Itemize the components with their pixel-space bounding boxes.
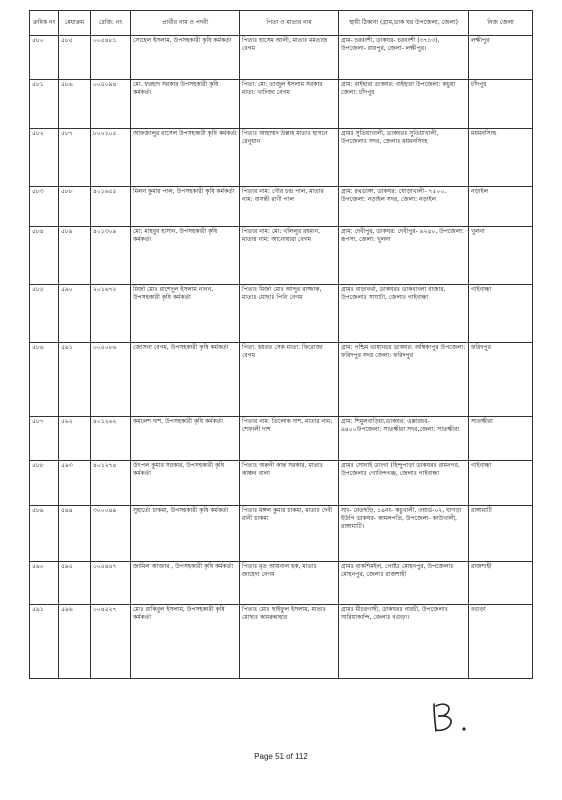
table-row <box>30 129 533 187</box>
cell-merit: ৫৯৩ <box>59 461 91 506</box>
cell-serial: ৫৮৪ <box>30 227 59 285</box>
table-header <box>30 11 533 36</box>
cell-parents: পিতাঃ মির্জা মোঃ আব্দুর রাজ্জাক, মাতাঃ মোছাঃ পিনি বেগম <box>240 285 339 343</box>
cell-reg: ০০৪৫২৭ <box>91 605 131 679</box>
cell-parents: পিতা: মো: তাজুল ইসলাম সরকার মাতা: খাদিজা বেগম <box>240 80 339 129</box>
cell-address: গ্রাম: বাইহারা ডাকঘর: বাইহারা উপজেলা: কচুয়া জেলা: চাঁদপুর <box>339 80 469 129</box>
cell-address: গ্রাম- চরবংশী, ডাকঘর- চরবংশী (৩৭১৩), উপজেলা- রায়পুর, জেলা- লক্ষীপুর। <box>339 36 469 80</box>
table-row <box>30 80 533 129</box>
cell-address: গ্রামঃ সোনাই ডাংগা (হিন্দুপাড়া ডাকঘরঃ রামনগর, উপজেলাঃ গোবিন্দগঞ্জ, জেলাঃ গাইবান্ধা <box>339 461 469 506</box>
cell-parents: পিতাঃ আহাম্মদ উল্লাহ মাতাঃ হাসনে রেনুয়ান <box>240 129 339 187</box>
cell-parents: পিতার নাম: তিলোক দাশ, মাতার নাম: শেফালী দাশ <box>240 417 339 461</box>
cell-district: গাইবান্ধা <box>469 461 533 506</box>
cell-merit: ৫৮৬ <box>59 80 91 129</box>
cell-address: গ্রামঃ মীচরগাছী, ডাকঘরঃ নারচী, উপজেলাঃ সারিয়াকান্দি, জেলাঃ বগুড়া। <box>339 605 469 679</box>
cell-reg: ০০৫৪৪৭ <box>91 562 131 605</box>
cell-district: গাইবান্ধা <box>469 285 533 343</box>
cell-reg: ৮০০১০৫ <box>91 129 131 187</box>
cell-serial: ৫৮৫ <box>30 285 59 343</box>
cell-serial: ৫৮৮ <box>30 461 59 506</box>
cell-name: মিলন কুমার পাল, উপসহকারী কৃষি কর্মকর্তা <box>131 187 240 227</box>
table-row <box>30 227 533 285</box>
cell-district: সাতক্ষীরা <box>469 417 533 461</box>
cell-merit: ৫৮৮ <box>59 187 91 227</box>
cell-district: রাজশাহী <box>469 562 533 605</box>
cell-merit: ৫৮৫ <box>59 36 91 80</box>
cell-address: গ্রাম: পশ্চিম ভাষানচর ডাকঘর: অম্বিকাপুর উপজেলা: ফরিদপুর সদর জেলা: ফরিদপুর <box>339 343 469 417</box>
cell-reg: ২০১৬৭২ <box>91 285 131 343</box>
cell-district: খুলনা <box>469 227 533 285</box>
cell-district: ময়মনসিংহ <box>469 129 533 187</box>
cell-serial: ৫৮৬ <box>30 343 59 417</box>
cell-serial: ৫৮০ <box>30 36 59 80</box>
cell-serial: ৫৮৯ <box>30 506 59 562</box>
cell-merit: ৫৯১ <box>59 343 91 417</box>
header-reg: রেজি: নং <box>91 11 131 36</box>
cell-district: বগুড়া <box>469 605 533 679</box>
cell-address: গ্রামঃ বাড়াবর্থা, ডাকঘরঃ ডাকবাংলা বাজার, উপজেলাঃ সাঘাটা, জেলাঃ গাইবান্ধা <box>339 285 469 343</box>
cell-name: জোসনা বেগম, উপসহকারী কৃষি কর্মকর্তা <box>131 343 240 417</box>
merit-list-table <box>29 10 533 679</box>
cell-address: গ্রাম: শিমুলবাড়িয়া,ডাকঘর: এল্লারচর- ৯৪০০উপজেলা: সাতক্ষীরা সদর,জেলা: সাতক্ষীরা <box>339 417 469 461</box>
cell-merit: ৫৮৭ <box>59 129 91 187</box>
table-row <box>30 343 533 417</box>
table-row <box>30 506 533 562</box>
header-name: প্রার্থীর নাম ও পদবী <box>131 11 240 36</box>
table-row <box>30 417 533 461</box>
cell-name: মির্জা মোঃ রাশেদুল ইসলাম নানন, উপসহকারী কৃষি কর্মকর্তা <box>131 285 240 343</box>
cell-serial: ৫৯০ <box>30 562 59 605</box>
cell-reg: ৪০১৬৫৫ <box>91 187 131 227</box>
cell-name: আফজালুর রাসেল উপসহকারী কৃষি কর্মকর্তা <box>131 129 240 187</box>
cell-reg: ৪০১২৭৪ <box>91 461 131 506</box>
cell-merit: ৫৮৯ <box>59 227 91 285</box>
cell-merit: ৫৯০ <box>59 285 91 343</box>
header-merit: মেধাক্রম <box>59 11 91 36</box>
cell-district: চাঁদপুর <box>469 80 533 129</box>
table-row <box>30 461 533 506</box>
cell-name: সোহেল ইসলাম, উপসহকারী কৃষি কর্মকর্তা <box>131 36 240 80</box>
cell-serial: ৫৮১ <box>30 80 59 129</box>
cell-reg: ০০৫৪৮১ <box>91 36 131 80</box>
cell-name: মোঃ রাকিবুল ইসলাম, উপসহকারী কৃষি কর্মকর্তা <box>131 605 240 679</box>
cell-name: মো. ফরহাদ সরকার উপসহকারী কৃষি কর্মকর্তা <box>131 80 240 129</box>
cell-address: গ্রামঃ সুতিয়াখালী, ডাকঘরঃ সুতিয়াখালী, উপজেলাঃ সদর, জেলাঃ ময়মনসিংহ <box>339 129 469 187</box>
cell-name: মো: মাহবুব হাসান, উপসহকারী কৃষি কর্মকর্তা <box>131 227 240 285</box>
cell-district: লক্ষীপুর <box>469 36 533 80</box>
cell-name: জামিল আক্তার , উপসহকারী কৃষি কর্মকর্তা <box>131 562 240 605</box>
cell-parents: পিতা: হযরত সেক মাতা: ফিরোজা বেগম <box>240 343 339 417</box>
cell-name: উৎপল কুমার সরকার, উপসহকারী কৃষি কর্মকর্তা <box>131 461 240 506</box>
cell-reg: ৩০০০৪৯ <box>91 506 131 562</box>
cell-district: ফরিদপুর <box>469 343 533 417</box>
cell-merit: ৫৯২ <box>59 417 91 461</box>
cell-name: সুহার্তো চাকমা, উপসহকারী কৃষি কর্মকর্তা <box>131 506 240 562</box>
page-number: Page 51 of 112 <box>254 752 308 761</box>
header-address: স্থায়ী ঠিকানা (গ্রাম,ডাক ঘর উপজেলা, জেলা) <box>339 11 469 36</box>
table-row <box>30 605 533 679</box>
header-serial: ক্রমিক নং <box>30 11 59 36</box>
cell-serial: ৫৮৭ <box>30 417 59 461</box>
cell-merit: ৫৯৫ <box>59 562 91 605</box>
cell-merit: ৫৯৪ <box>59 506 91 562</box>
cell-address: গ্রাম: রথডাঙ্গা, ডাকঘর: ঘোড়াখালী- ৭৫০০, উপজেলা: নড়াইল সদর, জেলা: নড়াইল <box>339 187 469 227</box>
table-row <box>30 36 533 80</box>
cell-merit: ৫৯৬ <box>59 605 91 679</box>
cell-serial: ৫৮২ <box>30 129 59 187</box>
table-row <box>30 187 533 227</box>
cell-name: কমলেশ দাশ, উপসহকারী কৃষি কর্মকর্তা <box>131 417 240 461</box>
table-row <box>30 562 533 605</box>
cell-parents: পিতাঃ মঙ্গল কুমার চাকমা, মাতাঃ দেবী রানী চাকমা <box>240 506 339 562</box>
cell-address: গ্রামঃ বাকশিমইল, পোষ্টঃ মোহনপুর, উপজেলাঃ মোহনপুর, জেলাঃ রাজশাহী <box>339 562 469 605</box>
header-district: নিজ জেলা <box>469 11 533 36</box>
cell-address: গ্রাম: দেবীপুর, ডাকঘর: দেবীপুর- ৯২৪০, উপজেলা: রূপসা, জেলা: খুলনা <box>339 227 469 285</box>
cell-serial: ৫৯১ <box>30 605 59 679</box>
cell-parents: পিতাঃ মৃত আয়নাল হক, মাতাঃ জাহেদা বেগম <box>240 562 339 605</box>
cell-district: নড়াইল <box>469 187 533 227</box>
cell-serial: ৫৮৩ <box>30 187 59 227</box>
cell-reg: ৪০১২৬২ <box>91 417 131 461</box>
cell-parents: পিতার নাম: মো: খলিলুর রহমান, মাতার নাম: আনোয়ারা বেগম <box>240 227 339 285</box>
cell-parents: পিতাঃ হাসেম আলী, মাতাঃ মমতাজ বেগম <box>240 36 339 80</box>
table-body <box>30 36 533 679</box>
cell-reg: ০০৫০৯৪ <box>91 80 131 129</box>
table-row <box>30 285 533 343</box>
cell-parents: পিতাঃ অরুনী কান্ত সরকার, মাতাঃ কাঞ্চন বালা <box>240 461 339 506</box>
cell-reg: ৪০১৩০৯ <box>91 227 131 285</box>
cell-address: সাং- বেতছড়ি, ১৯নং- কচুখালী, ওয়ার্ড-০২, ঘাগড়া ইউপি ডাকঘর- কামলপতি, উপজেলা- কাউখালী, রাঙ্গামাটি। <box>339 506 469 562</box>
signature-mark <box>430 700 478 734</box>
cell-district: রাঙ্গামাটি <box>469 506 533 562</box>
cell-parents: পিতাঃ মোঃ ছাইফুল ইসলাম, মাতাঃ মোছাঃ কামরুন্নাহার <box>240 605 339 679</box>
header-parents: পিতা ও মাতার নাম <box>240 11 339 36</box>
cell-reg: ০০৫০৮৬ <box>91 343 131 417</box>
cell-parents: পিতার নাম: গৌর চন্দ্র পাল, মাতার নাম: বাসন্তী রাণী পাল <box>240 187 339 227</box>
